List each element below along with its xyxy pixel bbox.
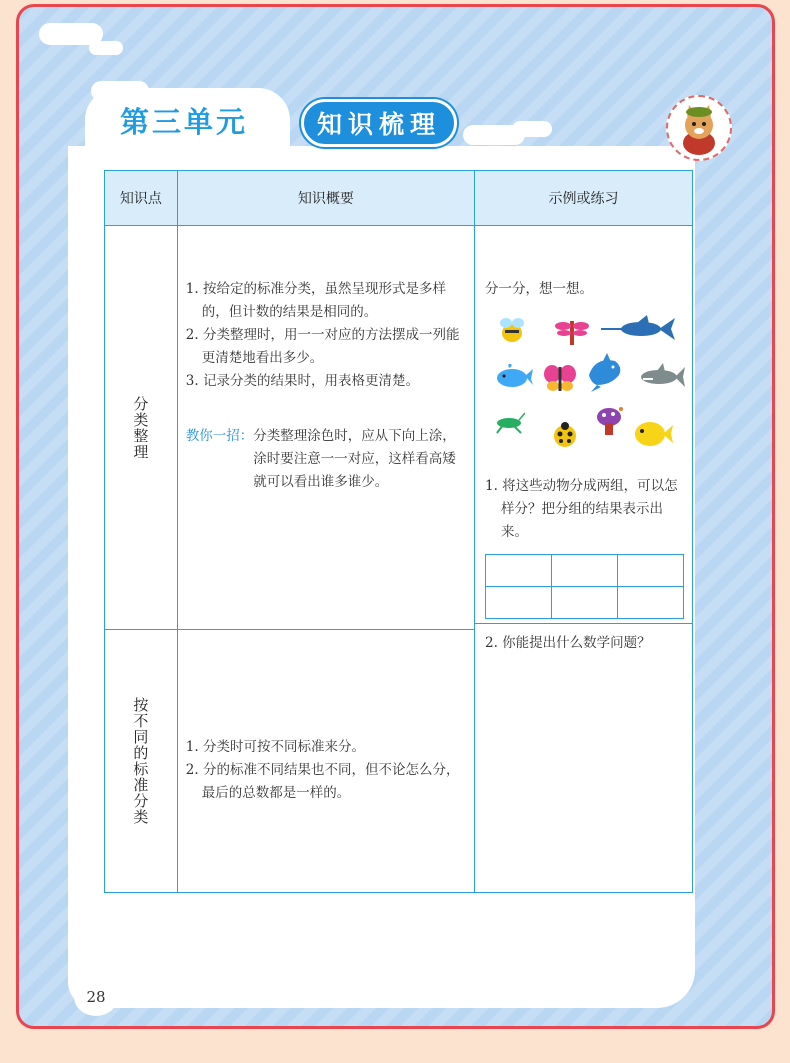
bee-icon [495,315,529,345]
question-1: 1. 将这些动物分成两组，可以怎样分？把分组的结果表示出来。 [485,478,678,540]
summary-item: 1. 分类时可按不同标准来分。 [185,739,365,755]
answer-cell[interactable] [486,555,552,587]
question-2: 2. 你能提出什么数学问题？ [485,635,651,651]
summary-item: 1. 按给定的标准分类，虽然呈现形式是多样的，但计数的结果是相同的。 [185,281,446,320]
tip-label: 教你一招： [185,428,254,444]
section-title-badge [301,99,457,147]
answer-cell[interactable] [618,587,684,619]
summary-cell [177,226,474,630]
tip-block [186,425,464,494]
header-example: 示例或练习 [475,171,693,226]
whale-icon [495,363,533,389]
dolphin-icon [585,353,625,393]
header-topic: 知识点 [105,171,178,226]
shark-icon [639,363,685,389]
example-intro: 分一分，想一想。 [485,281,593,297]
tip-text: 分类整理涂色时，应从下向上涂，涂时要注意一一对应，这样看高矮就可以看出谁多谁少。 [253,428,456,490]
summary-item: 2. 分类整理时，用一一对应的方法摆成一列能更清楚地看出多少。 [185,327,460,366]
grasshopper-icon [493,411,525,435]
answer-cell[interactable] [618,555,684,587]
summary-list [186,736,464,805]
answer-cell[interactable] [486,587,552,619]
butterfly-icon [543,363,577,393]
cloud-decoration [89,41,123,55]
topic-cell [105,226,178,630]
section-title: 知识梳理 [316,110,441,139]
ladybug-icon [551,421,579,449]
cat-mascot-icon [666,95,732,161]
header-summary: 知识概要 [177,171,474,226]
answer-cell[interactable] [552,587,618,619]
unit-title: 第三单元 [120,105,249,139]
knowledge-table [104,170,693,893]
grouping-answer-grid[interactable] [485,554,684,619]
animal-pictures [489,315,679,457]
question-list [485,632,684,655]
answer-cell[interactable] [552,555,618,587]
yellow-fish-icon [633,419,673,449]
summary-item: 2. 分的标准不同结果也不同，但不论怎么分，最后的总数都是一样的。 [185,762,460,801]
topic-label: 分类整理 [131,395,150,460]
dragonfly-icon [555,317,589,347]
question-list [485,475,684,544]
topic-label: 按不同的标准分类 [131,697,150,825]
cloud-decoration [512,121,552,137]
swordfish-icon [601,315,677,343]
mushroom-bug-icon [595,405,625,437]
summary-list [186,278,464,393]
summary-item: 3. 记录分类的结果时，用表格更清楚。 [185,373,419,389]
summary-cell [177,630,474,893]
example-cell [475,226,693,893]
page-number: 28 [74,978,118,1016]
topic-cell [105,630,178,893]
